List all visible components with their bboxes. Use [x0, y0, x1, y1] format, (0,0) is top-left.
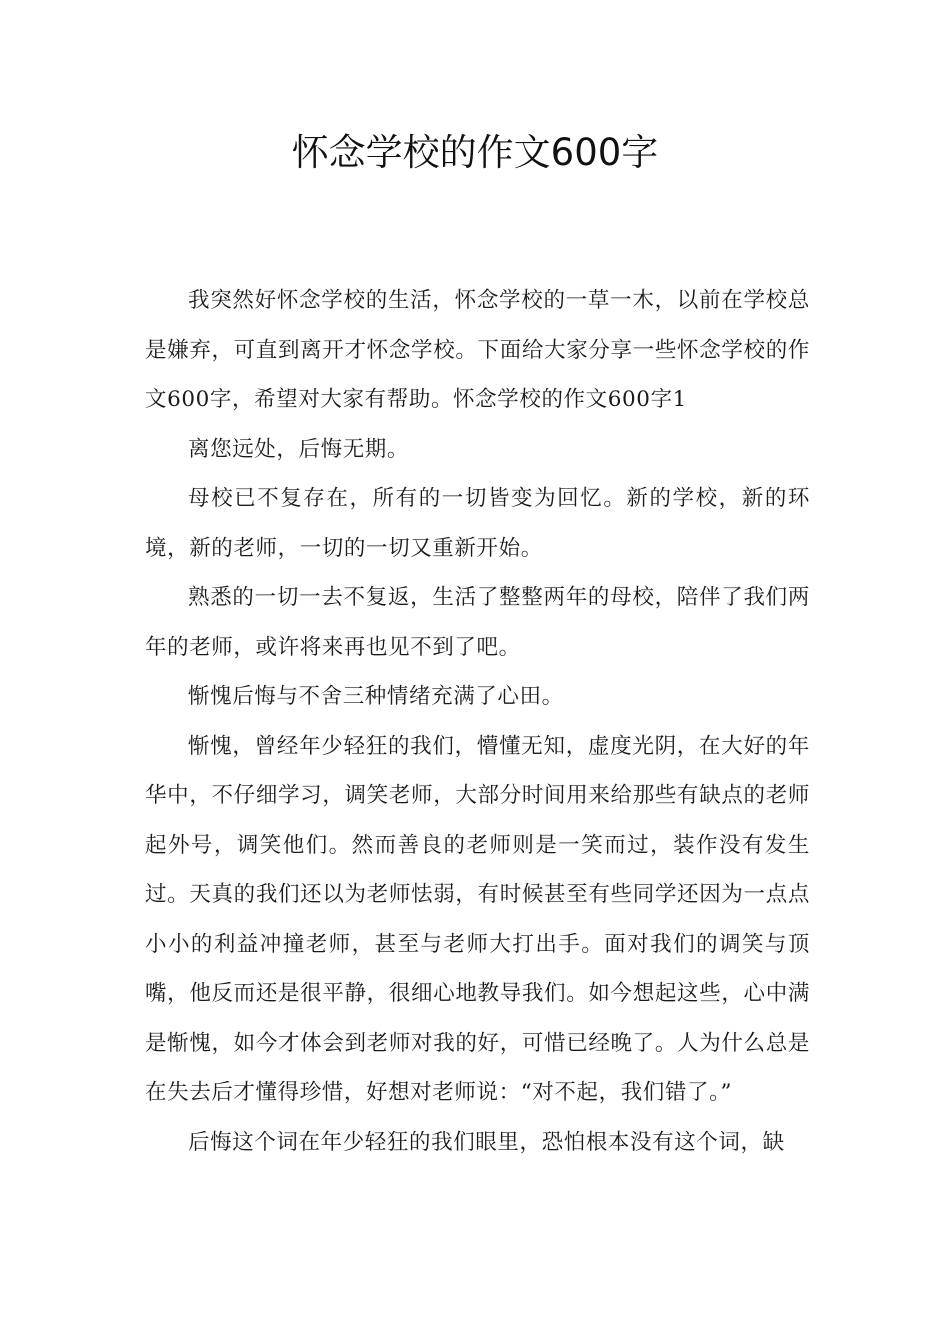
paragraph: 离您远处，后悔无期。	[188, 436, 410, 462]
paragraph: 熟悉的一切一去不复返，生活了整整两年的母校，陪伴了我们两年的老师，或许将来再也见不到了吧。	[145, 585, 810, 660]
document-title: 怀念学校的作文600字	[291, 131, 659, 174]
paragraph: 我突然好怀念学校的生活，怀念学校的一草一木，以前在学校总是嫌弃，可直到离开才怀念学校。下面给大家分享一些怀念学校的作文600字，希望对大家有帮助。怀念学校的作文600字1	[145, 288, 810, 412]
document-body	[145, 276, 810, 1167]
paragraph: 母校已不复存在，所有的一切皆变为回忆。新的学校，新的环境，新的老师，一切的一切又重新开始。	[145, 486, 810, 561]
paragraph: 惭愧后悔与不舍三种情绪充满了心田。	[188, 684, 564, 709]
paragraph: 惭愧，曾经年少轻狂的我们，懵懂无知，虚度光阴，在大好的年华中，不仔细学习，调笑老师，大部分时间用来给那些有缺点的老师起外号，调笑他们。然而善良的老师则是一笑而过，装作没有发生过。天真的我们还以为老师怯弱，有时候甚至有些同学还因为一点点小小的利益冲撞老师，甚至与老师大打出手。面对我们的调笑与顶嘴，他反而还是很平静，很细心地教导我们。如今想起这些，心中满是惭愧，如今才体会到老师对我的好，可惜已经晚了。人为什么总是在失去后才懂得珍惜，好想对老师说：“对不起，我们错了。”	[145, 733, 810, 1105]
paragraph: 后悔这个词在年少轻狂的我们眼里，恐怕根本没有这个词，缺	[188, 1129, 785, 1155]
